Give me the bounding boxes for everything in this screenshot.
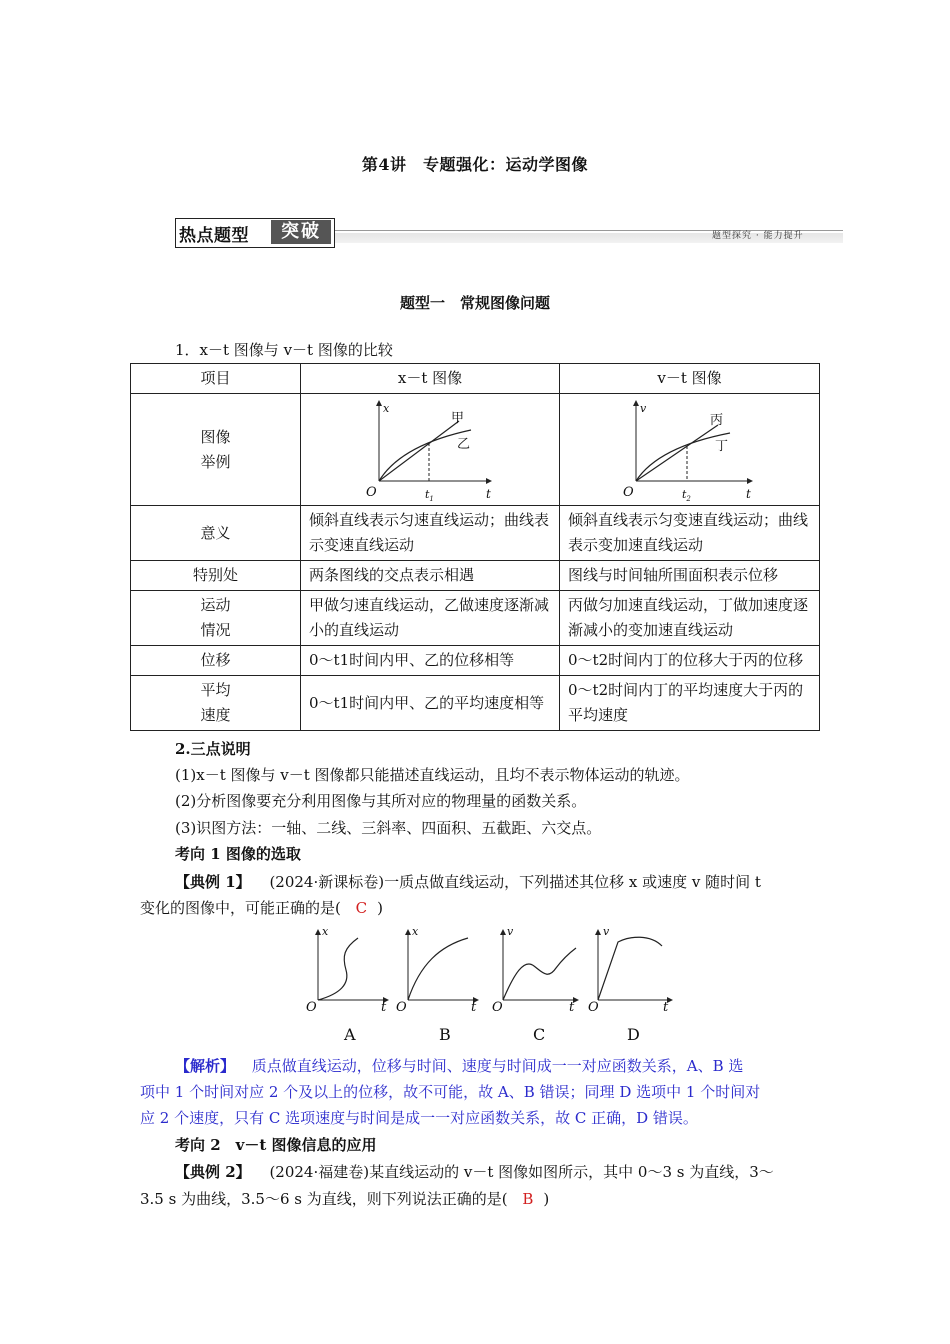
example-2-text-2: 3.5 s 为曲线，3.5～6 s 为直线，则下列说法正确的是( (140, 1190, 508, 1208)
example-2-line-1 (175, 1161, 774, 1182)
option-c-x-label: t (569, 1000, 575, 1015)
row-label: 位移 (131, 646, 301, 676)
series-label-yi: 乙 (457, 437, 471, 452)
table-cell: 倾斜直线表示匀速直线运动；曲线表示变速直线运动 (301, 506, 560, 561)
y-axis-label: x (383, 402, 390, 415)
example-2-answer: B (522, 1190, 534, 1208)
x-axis-label: t (746, 487, 751, 501)
line-jia (379, 421, 459, 481)
vt-graph-cell (560, 394, 820, 506)
example-1-answer: C (355, 899, 368, 917)
table-cell: 甲做匀速直线运动，乙做速度逐渐减小的直线运动 (301, 591, 560, 646)
option-b-graph (408, 930, 478, 1000)
tick-label: $t_1$ (425, 488, 434, 504)
heading-topic-2: 考向 2 v－t 图像信息的应用 (175, 1136, 377, 1154)
table-cell: 倾斜直线表示匀变速直线运动；曲线表示变加速直线运动 (560, 506, 820, 561)
analysis-text-1: 质点做直线运动，位移与时间、速度与时间成一一对应函数关系，A、B 选 (251, 1057, 744, 1075)
table-header: x－t 图像 (301, 364, 560, 394)
example-2-source: (2024·福建卷) (269, 1163, 370, 1181)
banner-accent-text: 突破 (271, 220, 331, 244)
example-2-line-2 (140, 1188, 549, 1209)
option-d-letter: D (627, 1025, 640, 1044)
table-row (131, 646, 820, 676)
option-b-letter: B (439, 1025, 451, 1044)
example-2-text: 某直线运动的 v－t 图像如图所示，其中 0～3 s 为直线，3～ (369, 1163, 774, 1181)
example-1-source: (2024·新课标卷) (269, 873, 385, 891)
series-label-jia: 甲 (451, 411, 465, 426)
row-label: 特别处 (131, 561, 301, 591)
table-header: v－t 图像 (560, 364, 820, 394)
option-c-graph (503, 930, 578, 1000)
option-a-x-label: t (381, 1000, 387, 1015)
option-c-y-label: v (507, 925, 514, 938)
table-cell: 图线与时间轴所围面积表示位移 (560, 561, 820, 591)
option-b-y-label: x (412, 925, 419, 938)
option-a-graph (318, 930, 388, 1000)
example-1-text-2: 变化的图像中，可能正确的是( (140, 899, 341, 917)
xt-example-graph (301, 395, 543, 505)
analysis-label: 【解析】 (175, 1057, 236, 1075)
tick-label: $t_2$ (682, 488, 691, 504)
analysis-block (140, 1053, 820, 1131)
banner-subtitle: 题型探究 · 能力提升 (712, 231, 804, 241)
table-row (131, 506, 820, 561)
analysis-line-2: 项中 1 个时间对应 2 个及以上的位移，故不可能，故 A、B 错误；同理 D 选项中 1 个时间对 (140, 1083, 761, 1101)
example-1-close: ) (377, 899, 383, 917)
table-row (131, 676, 820, 731)
table-cell: 两条图线的交点表示相遇 (301, 561, 560, 591)
row-label: 意义 (131, 506, 301, 561)
option-a-origin: O (306, 1000, 317, 1015)
option-d-y-label: v (603, 925, 610, 938)
point-3: (3)识图方法：一轴、二线、三斜率、四面积、五截距、六交点。 (175, 819, 602, 837)
y-axis-label: v (640, 402, 647, 415)
table-cell: 0～t2时间内丁的平均速度大于丙的平均速度 (560, 676, 820, 731)
table-row (131, 394, 820, 506)
row-label: 图像 举例 (131, 394, 301, 506)
option-b-origin: O (396, 1000, 407, 1015)
option-c-letter: C (533, 1025, 546, 1044)
xt-graph-cell (301, 394, 560, 506)
table-cell: 0～t1时间内甲、乙的位移相等 (301, 646, 560, 676)
x-axis-label: t (486, 487, 491, 501)
series-label-ding: 丁 (715, 439, 729, 454)
row-label: 平均 速度 (131, 676, 301, 731)
table-cell: 丙做匀加速直线运动，丁做加速度逐渐减小的变加速直线运动 (560, 591, 820, 646)
example-2-close: ) (543, 1190, 550, 1208)
heading-three-points: 2.三点说明 (175, 740, 251, 758)
comparison-table (130, 363, 820, 731)
point-2: (2)分析图像要充分利用图像与其所对应的物理量的函数关系。 (175, 792, 587, 810)
heading-comparison: 1．x－t 图像与 v－t 图像的比较 (175, 341, 393, 359)
option-b-x-label: t (471, 1000, 477, 1015)
table-row (131, 561, 820, 591)
table-cell: 0～t1时间内甲、乙的平均速度相等 (301, 676, 560, 731)
option-a-y-label: x (322, 925, 329, 938)
point-1: (1)x－t 图像与 v－t 图像都只能描述直线运动，且均不表示物体运动的轨迹。 (175, 766, 690, 784)
option-a-letter: A (344, 1025, 356, 1044)
series-label-bing: 丙 (710, 413, 724, 428)
table-header: 项目 (131, 364, 301, 394)
analysis-line-1 (140, 1053, 820, 1079)
line-bing (636, 425, 718, 481)
banner-main-text: 热点题型 (179, 226, 249, 246)
example-1-label: 【典例 1】 (175, 873, 251, 891)
page-title: 第4讲 专题强化：运动学图像 (361, 155, 589, 174)
option-d-graph (598, 930, 672, 1000)
table-cell: 0～t2时间内丁的位移大于丙的位移 (560, 646, 820, 676)
banner-badge (175, 218, 335, 248)
option-d-x-label: t (663, 1000, 669, 1015)
origin-label: O (366, 485, 377, 500)
option-d-origin: O (588, 1000, 599, 1015)
origin-label: O (623, 485, 634, 500)
example-2-label: 【典例 2】 (175, 1163, 251, 1181)
analysis-line-3: 应 2 个速度，只有 C 选项速度与时间是成一一对应函数关系，故 C 正确，D 错误。 (140, 1109, 698, 1127)
table-row (131, 591, 820, 646)
table-header-row (131, 364, 820, 394)
example-1-text: 一质点做直线运动，下列描述其位移 x 或速度 v 随时间 t (384, 873, 761, 891)
example-1-line-1 (175, 871, 761, 892)
row-label: 运动 情况 (131, 591, 301, 646)
heading-topic-1: 考向 1 图像的选取 (175, 845, 301, 863)
section-title: 题型一 常规图像问题 (399, 294, 550, 312)
option-c-origin: O (492, 1000, 503, 1015)
example-1-line-2 (140, 897, 383, 918)
